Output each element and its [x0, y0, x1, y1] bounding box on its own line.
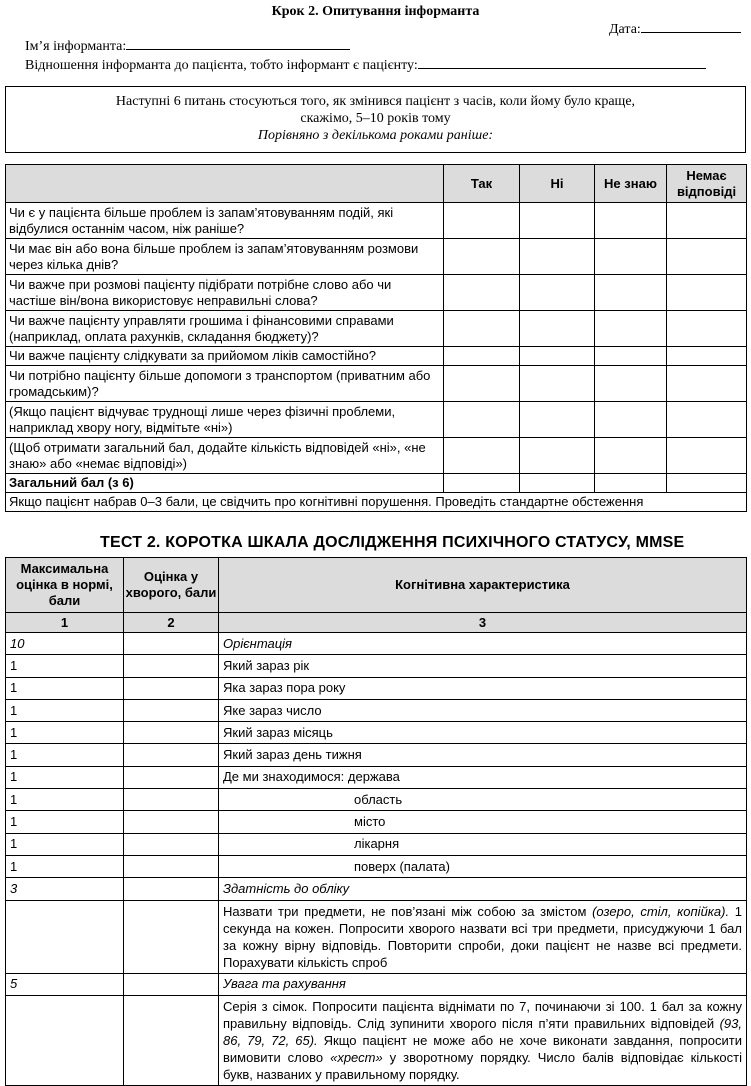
mmse-header-max-score: Максимальна оцінка в нормі, бали	[6, 558, 124, 613]
total-score-label: Загальний бал (з 6)	[6, 474, 444, 493]
informant-name-field[interactable]	[25, 38, 350, 55]
question-row	[6, 239, 747, 275]
answer-cell-dont-know[interactable]	[595, 311, 667, 347]
answer-cell-no[interactable]	[520, 438, 595, 474]
test2-title: ТЕСТ 2. КОРОТКА ШКАЛА ДОСЛІДЖЕННЯ ПСИХІЧНОГО СТАТУСУ, MMSE	[100, 534, 685, 551]
max-score: 1	[6, 789, 124, 811]
mmse-row	[6, 995, 747, 1085]
item-text: лікарня	[219, 833, 747, 855]
mmse-row	[6, 833, 747, 855]
mmse-col-number: 1	[6, 613, 124, 633]
question-text: (Щоб отримати загальний бал, додайте кількість відповідей «ні», «не знаю» або «немає відповіді»)	[6, 438, 444, 474]
question-row	[6, 275, 747, 311]
answer-cell-yes[interactable]	[444, 275, 520, 311]
patient-score-cell[interactable]	[124, 900, 219, 973]
instruction-part: у зворотному порядку. Число балів відповідає кількості букв, названих у правильному порядку.	[223, 1049, 742, 1082]
answer-cell-no-answer[interactable]	[667, 311, 747, 347]
answer-cell-dont-know[interactable]	[595, 402, 667, 438]
max-score: 1	[6, 811, 124, 833]
mmse-col-number: 2	[124, 613, 219, 633]
question-text: Чи важче пацієнту управляти грошима і фінансовими справами (наприклад, оплата рахунків, складання бюджету)?	[6, 311, 444, 347]
patient-score-cell[interactable]	[124, 677, 219, 699]
total-cell-no[interactable]	[520, 474, 595, 493]
question-row	[6, 347, 747, 366]
item-text: Яка зараз пора року	[219, 677, 747, 699]
question-text: (Якщо пацієнт відчуває труднощі лише через фізичні проблеми, наприклад хвору ногу, відмітьте «ні»)	[6, 402, 444, 438]
informant-questionnaire-table	[5, 164, 747, 512]
col-header-no-answer: Немає відповіді	[667, 165, 747, 203]
instruction-part: 1 секунда на кожен. Попросити хворого назвати всі три предмети, присуджуючи 1 бал за кожну вірну відповідь. Повторити спроби, доки пацієнт не назве всі предмети. Порахувати кількість спроб	[223, 903, 742, 970]
max-score: 1	[6, 766, 124, 788]
answer-cell-dont-know[interactable]	[595, 239, 667, 275]
answer-cell-yes[interactable]	[444, 239, 520, 275]
instruction-part: Якщо пацієнт не може або не хоче виконати завдання, попросити вимовити слово	[223, 1032, 742, 1065]
answer-cell-no-answer[interactable]	[667, 366, 747, 402]
patient-score-cell[interactable]	[124, 655, 219, 677]
date-field[interactable]	[609, 21, 741, 38]
answer-cell-no-answer[interactable]	[667, 239, 747, 275]
answer-cell-dont-know[interactable]	[595, 203, 667, 239]
mmse-row	[6, 789, 747, 811]
answer-cell-no[interactable]	[520, 347, 595, 366]
max-score: 1	[6, 722, 124, 744]
max-score: 5	[6, 973, 124, 995]
max-score: 1	[6, 699, 124, 721]
patient-score-cell[interactable]	[124, 699, 219, 721]
answer-cell-no-answer[interactable]	[667, 347, 747, 366]
mmse-header-characteristic: Когнітивна характеристика	[219, 558, 747, 613]
patient-score-cell[interactable]	[124, 789, 219, 811]
intro-line-3: Порівняно з декількома роками раніше:	[257, 128, 494, 143]
total-cell-dont-know[interactable]	[595, 474, 667, 493]
mmse-row	[6, 973, 747, 995]
max-score: 3	[6, 878, 124, 900]
question-row	[6, 203, 747, 239]
patient-score-cell[interactable]	[124, 744, 219, 766]
answer-cell-yes[interactable]	[444, 203, 520, 239]
answer-cell-no[interactable]	[520, 203, 595, 239]
mmse-row	[6, 633, 747, 655]
instruction-example: (93, 86, 79, 72, 65).	[223, 1015, 742, 1048]
max-score	[6, 900, 124, 973]
answer-cell-no-answer[interactable]	[667, 402, 747, 438]
max-score: 1	[6, 833, 124, 855]
answer-cell-dont-know[interactable]	[595, 438, 667, 474]
question-row	[6, 438, 747, 474]
intro-line-1: Наступні 6 питань стосуються того, як змінився пацієнт з часів, коли йому було краще,	[115, 94, 636, 109]
max-score: 1	[6, 855, 124, 877]
item-text: Яке зараз число	[219, 699, 747, 721]
question-row	[6, 311, 747, 347]
section-title: Увага та рахування	[219, 973, 747, 995]
question-text: Чи є у пацієнта більше проблем із запам’ятовуванням подій, які відбулися останнім часом, ніж раніше?	[6, 203, 444, 239]
patient-score-cell[interactable]	[124, 878, 219, 900]
mmse-header-row	[6, 558, 747, 613]
total-cell-yes[interactable]	[444, 474, 520, 493]
footer-note-row	[6, 493, 747, 512]
answer-cell-yes[interactable]	[444, 438, 520, 474]
answer-cell-dont-know[interactable]	[595, 275, 667, 311]
mmse-row	[6, 855, 747, 877]
instruction-text	[219, 995, 747, 1085]
mmse-row	[6, 878, 747, 900]
max-score: 1	[6, 655, 124, 677]
answer-cell-no-answer[interactable]	[667, 438, 747, 474]
mmse-row	[6, 655, 747, 677]
total-score-row	[6, 474, 747, 493]
question-text: Чи має він або вона більше проблем із запам’ятовуванням розмови через кілька днів?	[6, 239, 444, 275]
item-text: Який зараз рік	[219, 655, 747, 677]
instruction-example: «хрест»	[330, 1049, 383, 1065]
step-title: Крок 2. Опитування інформанта	[271, 4, 480, 19]
answer-cell-no[interactable]	[520, 275, 595, 311]
instruction-part: Серія з сімок. Попросити пацієнта віднімати по 7, починаючи зі 100. 1 бал за кожну правильну відповідь. Слід зупинити хворого після п’яти правильних відповідей	[223, 998, 742, 1031]
answer-cell-dont-know[interactable]	[595, 366, 667, 402]
item-text: область	[219, 789, 747, 811]
max-score	[6, 995, 124, 1085]
question-text: Чи важче пацієнту слідкувати за прийомом ліків самостійно?	[6, 347, 444, 366]
answer-cell-no[interactable]	[520, 366, 595, 402]
patient-score-cell[interactable]	[124, 855, 219, 877]
max-score: 10	[6, 633, 124, 655]
col-header-yes: Так	[444, 165, 520, 203]
relation-field[interactable]	[25, 57, 706, 74]
mmse-row	[6, 900, 747, 973]
instruction-text	[219, 900, 747, 973]
item-text: Де ми знаходимося: держава	[219, 766, 747, 788]
footer-note: Якщо пацієнт набрав 0–3 бали, це свідчить про когнітивні порушення. Проведіть стандартне обстеження	[6, 493, 747, 512]
patient-score-cell[interactable]	[124, 995, 219, 1085]
section-title: Здатність до обліку	[219, 878, 747, 900]
relation-label: Відношення інформанта до пацієнта, тобто інформант є пацієнту:	[25, 58, 418, 73]
mmse-row	[6, 744, 747, 766]
mmse-table	[5, 557, 747, 1086]
patient-score-cell[interactable]	[124, 766, 219, 788]
informant-name-label: Ім’я інформанта:	[25, 39, 127, 54]
answer-cell-no[interactable]	[520, 402, 595, 438]
mmse-row	[6, 766, 747, 788]
question-text: Чи потрібно пацієнту більше допомоги з транспортом (приватним або громадським)?	[6, 366, 444, 402]
answer-cell-no-answer[interactable]	[667, 203, 747, 239]
total-cell-no-answer[interactable]	[667, 474, 747, 493]
informant-name-blank[interactable]	[126, 38, 350, 50]
intro-line-2: скажімо, 5–10 років тому	[300, 111, 451, 126]
patient-score-cell[interactable]	[124, 811, 219, 833]
intro-box	[5, 86, 746, 153]
questionnaire-header-blank	[6, 165, 444, 203]
item-text: місто	[219, 811, 747, 833]
item-text: Який зараз місяць	[219, 722, 747, 744]
patient-score-cell[interactable]	[124, 633, 219, 655]
question-text: Чи важче при розмові пацієнту підібрати потрібне слово або чи частіше він/вона використовує неправильні слова?	[6, 275, 444, 311]
date-blank[interactable]	[641, 21, 741, 33]
mmse-row	[6, 811, 747, 833]
answer-cell-dont-know[interactable]	[595, 347, 667, 366]
questionnaire-header-row	[6, 165, 747, 203]
question-row	[6, 402, 747, 438]
patient-score-cell[interactable]	[124, 833, 219, 855]
instruction-part: Назвати три предмети, не пов’язані між собою за змістом	[223, 903, 593, 919]
answer-cell-no-answer[interactable]	[667, 275, 747, 311]
answer-cell-yes[interactable]	[444, 366, 520, 402]
mmse-col-number-row	[6, 613, 747, 633]
answer-cell-no[interactable]	[520, 311, 595, 347]
relation-blank[interactable]	[418, 57, 706, 69]
instruction-example: (озеро, стіл, копійка).	[592, 903, 730, 919]
date-label: Дата:	[609, 22, 641, 37]
mmse-row	[6, 677, 747, 699]
max-score: 1	[6, 677, 124, 699]
max-score: 1	[6, 744, 124, 766]
patient-score-cell[interactable]	[124, 722, 219, 744]
mmse-header-patient-score: Оцінка у хворого, бали	[124, 558, 219, 613]
answer-cell-yes[interactable]	[444, 311, 520, 347]
answer-cell-yes[interactable]	[444, 402, 520, 438]
answer-cell-yes[interactable]	[444, 347, 520, 366]
mmse-row	[6, 699, 747, 721]
item-text: Який зараз день тижня	[219, 744, 747, 766]
answer-cell-no[interactable]	[520, 239, 595, 275]
question-row	[6, 366, 747, 402]
item-text: поверх (палата)	[219, 855, 747, 877]
col-header-dont-know: Не знаю	[595, 165, 667, 203]
section-title: Орієнтація	[219, 633, 747, 655]
mmse-row	[6, 722, 747, 744]
patient-score-cell[interactable]	[124, 973, 219, 995]
mmse-col-number: 3	[219, 613, 747, 633]
col-header-no: Ні	[520, 165, 595, 203]
